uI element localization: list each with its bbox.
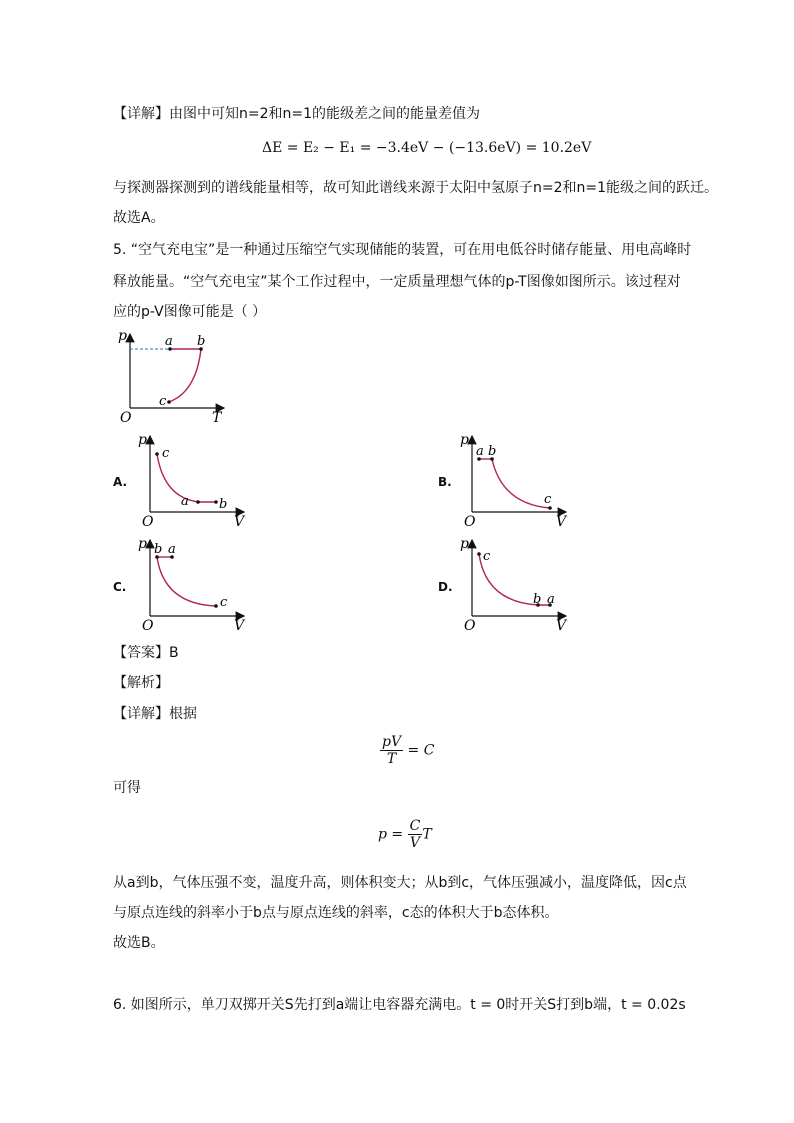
q5-stem-line2: 释放能量。“空气充电宝”某个工作过程中，一定质量理想气体的p-T图像如图所示。该过程对 [113, 274, 681, 290]
svg-text:p: p [460, 432, 469, 448]
q5-detail-intro: 【详解】根据 [113, 706, 197, 722]
svg-text:O: O [464, 618, 476, 634]
pt-y-label: p [118, 328, 127, 344]
q5-explain-line2: 与原点连线的斜率小于b点与原点连线的斜率，c态的体积大于b态体积。 [113, 905, 559, 921]
option-a-graph[interactable] [136, 430, 256, 530]
pt-origin-label: O [120, 410, 132, 426]
formula-pv-over-t: $\frac{pV}{T}$ = C [382, 734, 435, 767]
svg-text:p: p [138, 536, 147, 552]
svg-text:O: O [464, 514, 476, 530]
formula-p-equals: p = $\frac{C}{V}$ T [378, 818, 432, 851]
svg-text:p: p [138, 432, 147, 448]
svg-text:c: c [162, 446, 170, 461]
svg-text:V: V [234, 618, 245, 634]
option-d-graph[interactable] [458, 534, 578, 634]
q5-explain-line1: 从a到b，气体压强不变，温度升高，则体积变大；从b到c，气体压强减小，温度降低，因c点 [113, 875, 687, 891]
svg-text:c: c [220, 595, 228, 610]
q4-energy-equation: ΔE = E₂ − E₁ = −3.4eV − (−13.6eV) = 10.2eV [262, 140, 592, 156]
option-b-graph[interactable] [458, 430, 578, 530]
svg-text:b: b [488, 444, 497, 459]
option-a-label[interactable]: A. [113, 475, 128, 489]
pt-label-a: a [165, 334, 173, 349]
pt-point-c [167, 400, 171, 404]
pt-x-label: T [212, 410, 222, 426]
svg-text:V: V [556, 618, 567, 634]
svg-text:a: a [181, 494, 189, 509]
svg-text:b: b [219, 497, 228, 512]
q5-conclusion: 故选B。 [113, 935, 165, 951]
q5-stem-line1: 5. “空气充电宝”是一种通过压缩空气实现储能的装置，可在用电低谷时储存能量、用电高峰时 [113, 242, 692, 258]
svg-text:V: V [234, 514, 245, 530]
option-b-label[interactable]: B. [438, 475, 452, 489]
option-c-graph[interactable] [136, 534, 256, 634]
svg-text:O: O [142, 618, 154, 634]
svg-text:a: a [476, 444, 484, 459]
pt-graph [108, 322, 258, 427]
q5-kede: 可得 [113, 780, 141, 796]
svg-text:V: V [556, 514, 567, 530]
option-c-label[interactable]: C. [113, 580, 127, 594]
svg-text:a: a [547, 592, 555, 607]
q4-conclusion-line: 与探测器探测到的谱线能量相等，故可知此谱线来源于太阳中氢原子n=2和n=1能级之间的跃迁。 [113, 180, 719, 196]
q5-stem-line3: 应的p-V图像可能是（ ） [113, 304, 267, 320]
svg-text:b: b [533, 592, 542, 607]
pt-curve-bc [169, 349, 201, 402]
pt-label-c: c [159, 394, 167, 409]
svg-text:b: b [154, 542, 163, 557]
svg-text:c: c [483, 549, 491, 564]
svg-text:p: p [460, 536, 469, 552]
q6-stem-line1: 6. 如图所示，单刀双掷开关S先打到a端让电容器充满电。t = 0时开关S打到b端，t = 0.02s [113, 997, 686, 1013]
pt-label-b: b [197, 334, 206, 349]
q5-answer: 【答案】B [113, 645, 179, 661]
option-d-label[interactable]: D. [438, 580, 453, 594]
q4-answer-line: 故选A。 [113, 210, 165, 226]
svg-text:O: O [142, 514, 154, 530]
svg-text:c: c [544, 492, 552, 507]
svg-text:a: a [168, 542, 176, 557]
q5-analysis-title: 【解析】 [113, 675, 169, 691]
q4-detail-line: 【详解】由图中可知n=2和n=1的能级差之间的能量差值为 [113, 106, 481, 122]
